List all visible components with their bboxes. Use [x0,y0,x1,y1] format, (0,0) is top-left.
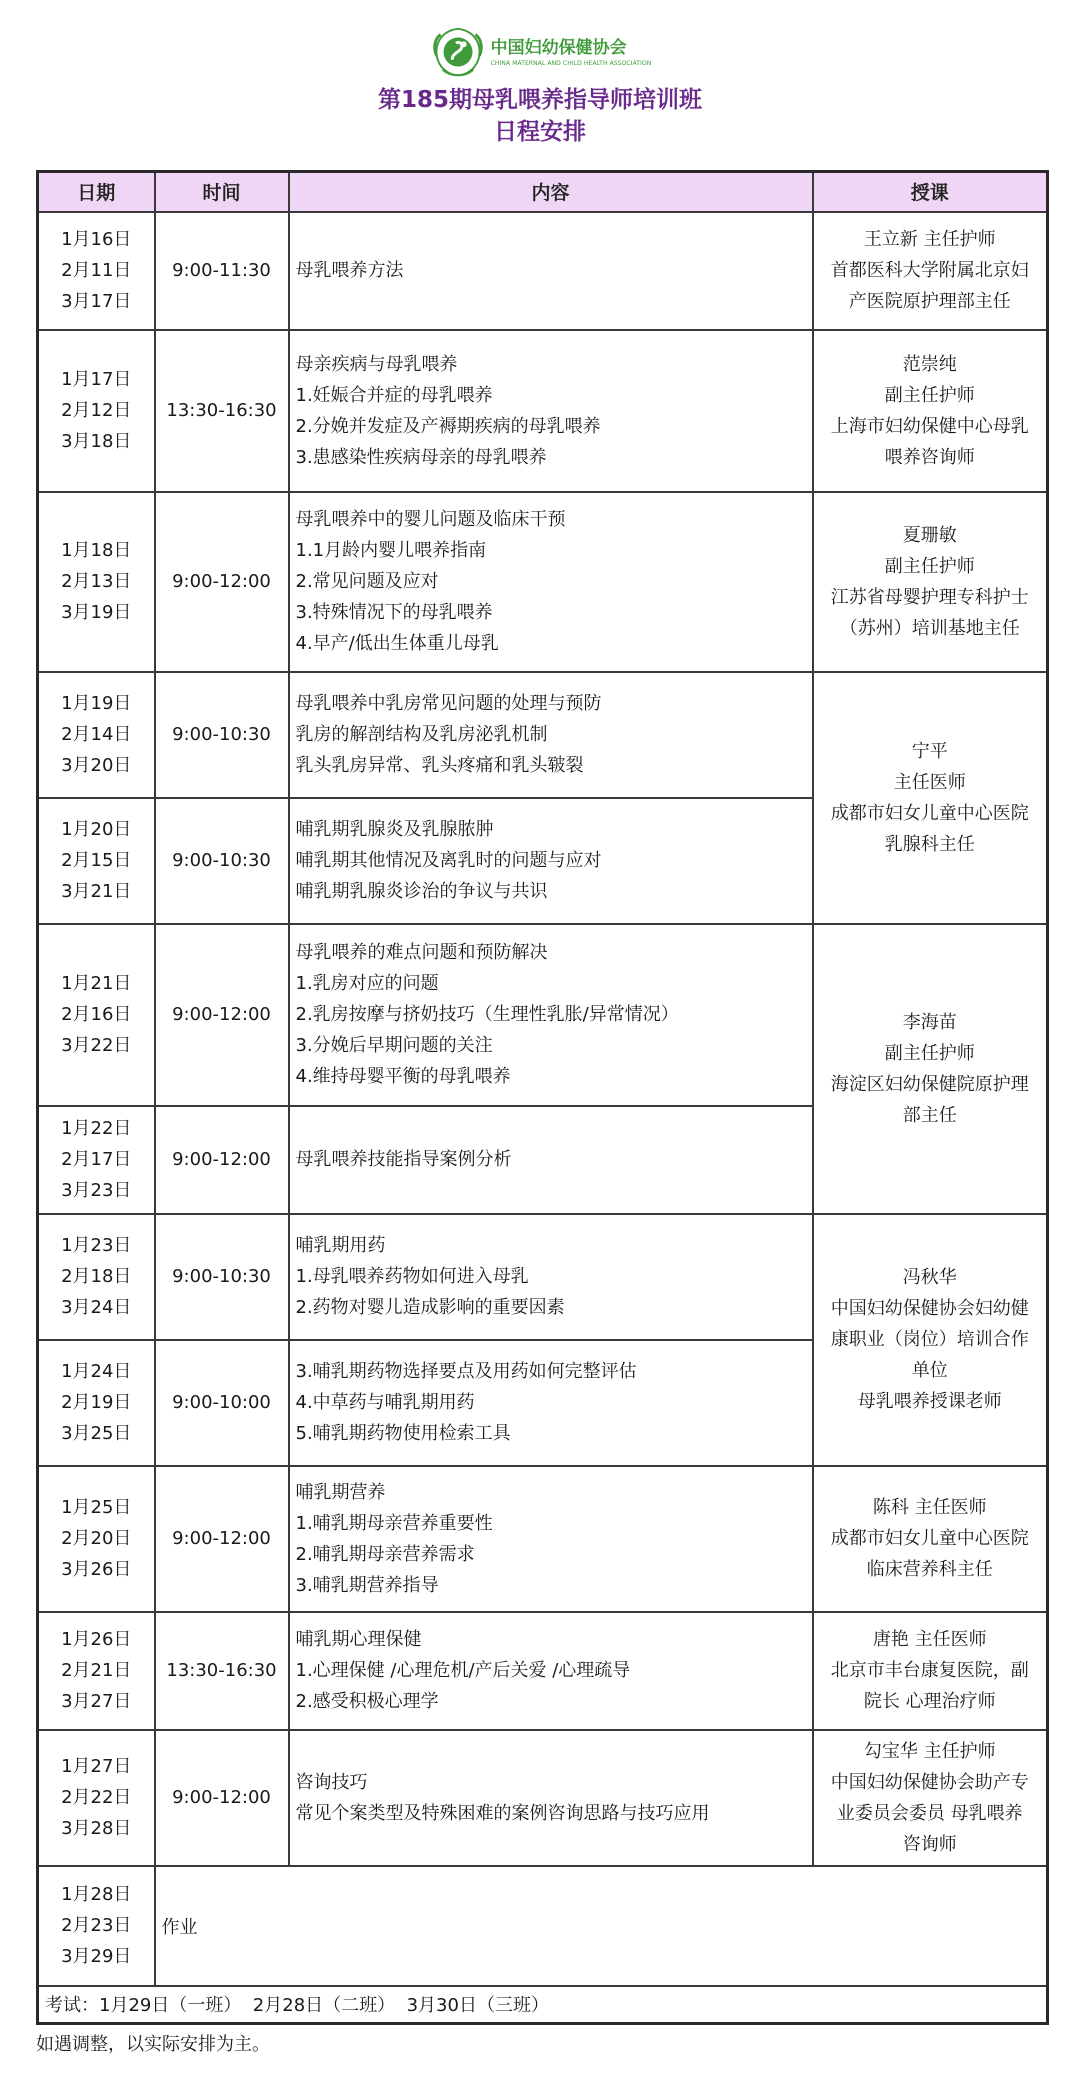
table-row [38,330,1048,492]
homework-label: 作业 [155,1866,1048,1986]
content-line: 母乳喂养的难点问题和预防解决 [295,942,548,963]
content-line: 母乳喂养方法 [295,260,404,281]
association-logo-icon [429,23,487,81]
teacher-cell [813,1214,1048,1466]
date-line: 3月24日 [61,1297,132,1318]
date-cell [38,1466,155,1612]
date-line: 3月25日 [61,1423,132,1444]
date-cell [38,492,155,672]
date-cell [38,1106,155,1214]
teacher-line: 副主任护师 [884,1042,975,1064]
content-line: 4.中草药与哺乳期用药 [295,1392,475,1413]
teacher-line: 李海苗 [902,1011,957,1033]
teacher-line: 北京市丰台康复医院，副 [830,1660,1029,1681]
content-cell [289,672,813,798]
schedule-table [36,170,1049,2025]
time-cell: 9:00-12:00 [155,1106,289,1214]
teacher-line: 院长 心理治疗师 [863,1691,996,1712]
date-line: 1月18日 [61,540,132,561]
date-line: 1月25日 [61,1497,132,1518]
teacher-line: 业委员会委员 母乳喂养 [836,1802,1023,1824]
time-cell: 9:00-10:30 [155,798,289,924]
teacher-line: 临床营养科主任 [866,1559,993,1580]
date-line: 1月27日 [61,1756,132,1777]
content-cell [289,1466,813,1612]
table-row [38,924,1048,1106]
teacher-line: （苏州）培训基地主任 [839,617,1020,639]
time-cell: 9:00-12:00 [155,1466,289,1612]
time-cell: 9:00-12:00 [155,924,289,1106]
content-line: 1.心理保健 /心理危机/产后关爱 /心理疏导 [295,1660,631,1681]
content-line: 乳房的解剖结构及乳房泌乳机制 [295,724,548,745]
teacher-line: 副主任护师 [884,384,975,406]
table-row [38,212,1048,330]
teacher-line: 主任医师 [893,771,966,793]
content-cell [289,1612,813,1730]
content-cell [289,492,813,672]
content-cell [289,330,813,492]
date-line: 3月18日 [61,431,132,452]
date-line: 3月27日 [61,1691,132,1712]
date-cell [38,1612,155,1730]
date-line: 1月23日 [61,1235,132,1256]
content-line: 母乳喂养中乳房常见问题的处理与预防 [295,693,602,714]
date-line: 2月15日 [61,850,132,871]
table-row [38,492,1048,672]
teacher-cell [813,212,1048,330]
content-cell [289,924,813,1106]
date-cell [38,1730,155,1866]
content-line: 4.早产/低出生体重儿母乳 [295,633,499,654]
content-line: 乳头乳房异常、乳头疼痛和乳头皲裂 [295,755,584,776]
time-cell: 9:00-12:00 [155,1730,289,1866]
date-line: 2月13日 [61,571,132,592]
col-header-teacher: 授课 [813,172,1048,212]
teacher-cell [813,1466,1048,1612]
content-line: 1.乳房对应的问题 [295,973,439,994]
content-cell [289,1730,813,1866]
date-line: 2月14日 [61,724,132,745]
teacher-line: 首都医科大学附属北京妇 [830,260,1029,281]
content-line: 2.哺乳期母亲营养需求 [295,1543,475,1565]
content-line: 咨询技巧 [295,1771,368,1793]
date-line: 2月16日 [61,1004,132,1025]
content-line: 母乳喂养中的婴儿问题及临床干预 [295,509,566,530]
date-line: 3月20日 [61,755,132,776]
date-line: 1月21日 [61,973,132,994]
exam-row [38,1986,1048,2024]
teacher-line: 海淀区妇幼保健院原护理 [830,1073,1029,1095]
table-row [38,1466,1048,1612]
table-header-row [38,172,1048,212]
teacher-line: 夏珊敏 [902,524,957,546]
teacher-line: 成都市妇女儿童中心医院 [830,802,1029,824]
content-line: 1.妊娠合并症的母乳喂养 [295,384,493,406]
org-name-cn: 中国妇幼保健协会 [490,37,627,58]
content-cell [289,212,813,330]
date-line: 2月23日 [61,1915,132,1936]
date-line: 2月11日 [61,260,132,281]
page-header [0,22,1080,148]
date-line: 1月26日 [61,1629,132,1650]
teacher-line: 乳腺科主任 [884,833,975,855]
content-line: 常见个案类型及特殊困难的案例咨询思路与技巧应用 [295,1802,710,1824]
date-line: 3月19日 [61,602,132,623]
date-line: 1月28日 [61,1884,132,1905]
col-header-time: 时间 [155,172,289,212]
content-line: 哺乳期乳腺炎及乳腺脓肿 [295,819,494,840]
teacher-cell [813,1612,1048,1730]
content-line: 1.母乳喂养药物如何进入母乳 [295,1266,529,1287]
date-line: 3月28日 [61,1818,132,1839]
date-line: 2月21日 [61,1660,132,1681]
teacher-cell [813,924,1048,1214]
content-line: 2.药物对婴儿造成影响的重要因素 [295,1297,565,1318]
table-row [38,1214,1048,1340]
time-cell: 9:00-10:00 [155,1340,289,1466]
date-line: 2月20日 [61,1528,132,1549]
table-row [38,1730,1048,1866]
date-line: 2月12日 [61,400,132,421]
adjustment-note: 如遇调整，以实际安排为主。 [36,2034,270,2055]
table-row [38,672,1048,798]
teacher-line: 部主任 [902,1104,957,1126]
content-line: 2.常见问题及应对 [295,571,439,592]
logo-row [0,22,1080,82]
content-line: 母亲疾病与母乳喂养 [295,353,458,375]
date-line: 3月26日 [61,1559,132,1580]
content-cell [289,1106,813,1214]
content-line: 母乳喂养技能指导案例分析 [295,1149,512,1170]
teacher-cell [813,330,1048,492]
date-line: 1月22日 [61,1118,132,1139]
col-header-content: 内容 [289,172,813,212]
table-row [38,1612,1048,1730]
date-cell [38,1866,155,1986]
teacher-line: 康职业（岗位）培训合作 [830,1329,1029,1350]
content-line: 哺乳期用药 [295,1235,386,1256]
time-cell: 9:00-10:30 [155,1214,289,1340]
teacher-line: 产医院原护理部主任 [848,291,1011,312]
page-subtitle: 日程安排 [494,119,586,145]
teacher-cell [813,672,1048,924]
teacher-line: 勾宝华 主任护师 [863,1740,996,1762]
org-name-en: CHINA MATERNAL AND CHILD HEALTH ASSOCIATION [490,59,652,67]
date-cell [38,924,155,1106]
date-line: 2月19日 [61,1392,132,1413]
content-line: 5.哺乳期药物使用检索工具 [295,1423,511,1444]
exam-info: 考试：1月29日（一班） 2月28日（二班） 3月30日（三班） [38,1986,1048,2024]
teacher-line: 宁平 [911,740,948,762]
date-line: 3月17日 [61,291,132,312]
date-line: 1月17日 [61,369,132,390]
content-line: 哺乳期其他情况及离乳时的问题与应对 [295,850,602,871]
time-cell: 9:00-10:30 [155,672,289,798]
date-line: 3月22日 [61,1035,132,1056]
teacher-line: 成都市妇女儿童中心医院 [830,1528,1029,1549]
teacher-line: 副主任护师 [884,555,975,577]
teacher-line: 冯秋华 [902,1267,957,1288]
content-line: 3.分娩后早期问题的关注 [295,1035,493,1056]
date-cell [38,1214,155,1340]
content-line: 2.乳房按摩与挤奶技巧（生理性乳胀/异常情况） [295,1004,679,1025]
date-cell [38,330,155,492]
page-title: 第185期母乳喂养指导师培训班 [377,87,702,113]
date-line: 3月29日 [61,1946,132,1967]
content-line: 1.哺乳期母亲营养重要性 [295,1512,493,1534]
date-line: 3月23日 [61,1180,132,1201]
content-line: 3.患感染性疾病母亲的母乳喂养 [295,446,547,468]
content-line: 3.哺乳期药物选择要点及用药如何完整评估 [295,1361,637,1382]
homework-row [38,1866,1048,1986]
content-line: 4.维持母婴平衡的母乳喂养 [295,1066,511,1087]
teacher-line: 唐艳 主任医师 [872,1629,987,1650]
content-line: 哺乳期营养 [295,1481,386,1503]
teacher-cell [813,1730,1048,1866]
teacher-line: 中国妇幼保健协会妇幼健 [830,1298,1029,1319]
teacher-line: 单位 [911,1360,948,1381]
content-line: 哺乳期乳腺炎诊治的争议与共识 [295,881,548,902]
content-cell [289,1214,813,1340]
teacher-line: 咨询师 [902,1833,957,1855]
date-line: 2月22日 [61,1787,132,1808]
date-line: 1月20日 [61,819,132,840]
date-line: 1月16日 [61,229,132,250]
date-line: 3月21日 [61,881,132,902]
teacher-line: 中国妇幼保健协会助产专 [830,1771,1029,1793]
date-line: 1月19日 [61,693,132,714]
content-cell [289,798,813,924]
teacher-line: 母乳喂养授课老师 [857,1391,1002,1412]
teacher-line: 喂养咨询师 [884,446,975,468]
teacher-line: 范崇纯 [902,353,957,375]
teacher-line: 陈科 主任医师 [872,1497,987,1518]
date-line: 2月17日 [61,1149,132,1170]
content-line: 哺乳期心理保健 [295,1629,422,1650]
col-header-date: 日期 [38,172,155,212]
date-cell [38,798,155,924]
time-cell: 13:30-16:30 [155,330,289,492]
date-line: 1月24日 [61,1361,132,1382]
date-cell [38,672,155,798]
content-line: 2.感受积极心理学 [295,1691,439,1712]
date-cell [38,1340,155,1466]
content-line: 3.特殊情况下的母乳喂养 [295,602,493,623]
org-names [491,37,652,68]
content-line: 3.哺乳期营养指导 [295,1574,439,1596]
teacher-line: 上海市妇幼保健中心母乳 [830,415,1029,437]
date-cell [38,212,155,330]
content-line: 2.分娩并发症及产褥期疾病的母乳喂养 [295,415,601,437]
time-cell: 13:30-16:30 [155,1612,289,1730]
teacher-line: 江苏省母婴护理专科护士 [830,586,1029,608]
content-cell [289,1340,813,1466]
time-cell: 9:00-11:30 [155,212,289,330]
date-line: 2月18日 [61,1266,132,1287]
time-cell: 9:00-12:00 [155,492,289,672]
teacher-cell [813,492,1048,672]
teacher-line: 王立新 主任护师 [863,229,996,250]
content-line: 1.1月龄内婴儿喂养指南 [295,540,487,561]
